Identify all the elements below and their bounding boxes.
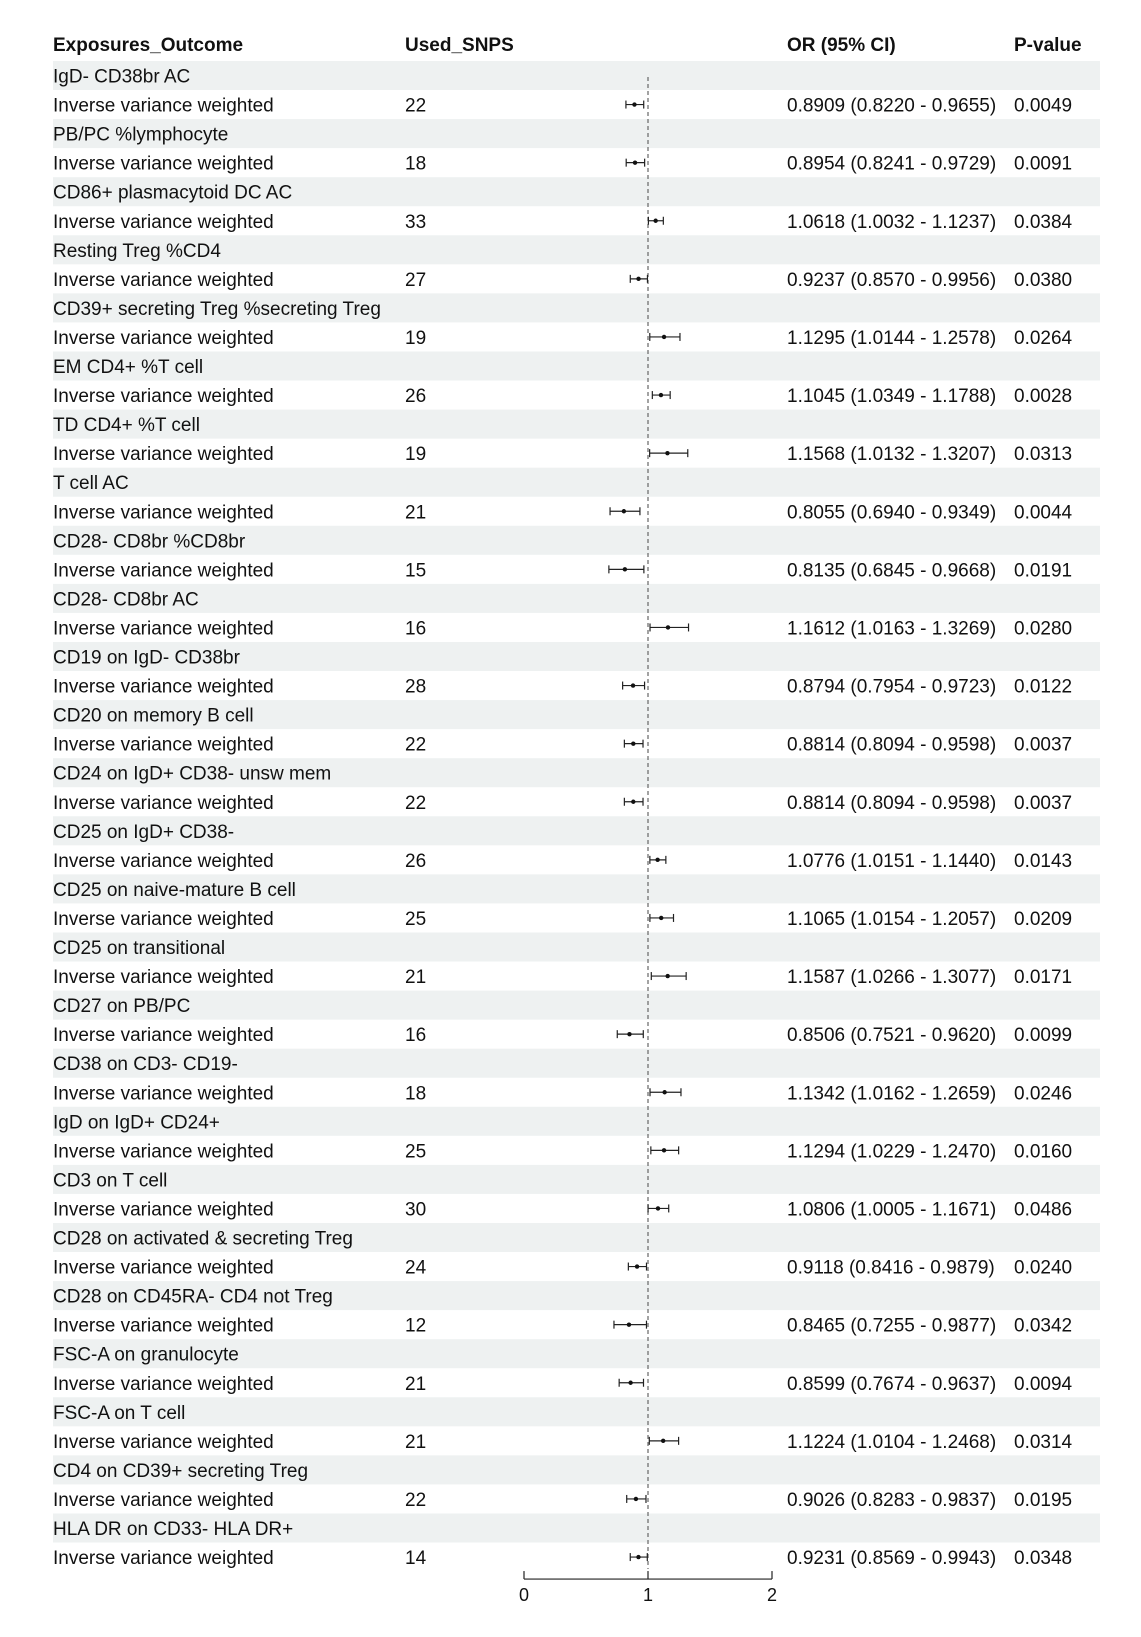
p-value: 0.0195 (1014, 1489, 1073, 1511)
snps-count: 28 (405, 676, 427, 698)
or-ci-text: 1.1612 (1.0163 - 1.3269) (787, 618, 997, 640)
or-point (635, 1264, 639, 1268)
header-or-ci: OR (95% CI) (787, 35, 896, 56)
or-point (662, 335, 666, 339)
p-value: 0.0280 (1014, 618, 1073, 640)
snps-count: 27 (405, 269, 427, 291)
snps-count: 19 (405, 327, 427, 349)
or-ci-text: 1.1587 (1.0266 - 1.3077) (787, 967, 997, 989)
exposure-label: CD39+ secreting Treg %secreting Treg (53, 298, 381, 320)
method-label: Inverse variance weighted (53, 211, 274, 233)
or-point (666, 625, 670, 629)
or-point (656, 1206, 660, 1210)
or-point (659, 393, 663, 397)
or-ci-text: 1.1045 (1.0349 - 1.1788) (787, 386, 997, 408)
method-label: Inverse variance weighted (53, 1315, 274, 1337)
axis-tick-label: 0 (518, 1585, 530, 1606)
p-value: 0.0313 (1014, 444, 1073, 466)
or-ci-text: 0.9026 (0.8283 - 0.9837) (787, 1489, 997, 1511)
p-value: 0.0191 (1014, 560, 1073, 582)
method-label: Inverse variance weighted (53, 1431, 274, 1453)
exposure-label: FSC-A on granulocyte (53, 1344, 239, 1366)
or-point (655, 858, 659, 862)
exposure-label: CD28- CD8br %CD8br (53, 531, 246, 553)
method-label: Inverse variance weighted (53, 1199, 274, 1221)
or-point (636, 1555, 640, 1559)
or-point (632, 102, 636, 106)
exposure-label: IgD- CD38br AC (53, 66, 191, 88)
snps-count: 22 (405, 1489, 427, 1511)
snps-count: 16 (405, 1025, 427, 1047)
or-point (636, 277, 640, 281)
exposure-label: FSC-A on T cell (53, 1402, 186, 1424)
or-ci-text: 1.0776 (1.0151 - 1.1440) (787, 850, 997, 872)
method-label: Inverse variance weighted (53, 676, 274, 698)
snps-count: 19 (405, 444, 427, 466)
row-band (53, 991, 1100, 1020)
exposure-label: CD27 on PB/PC (53, 996, 191, 1018)
row-band (53, 584, 1100, 613)
exposure-label: HLA DR on CD33- HLA DR+ (53, 1519, 294, 1540)
or-ci-text: 0.9237 (0.8570 - 0.9956) (787, 269, 997, 291)
method-label: Inverse variance weighted (53, 734, 274, 756)
snps-count: 18 (405, 153, 427, 175)
exposure-label: IgD on IgD+ CD24+ (53, 1112, 220, 1134)
exposure-label: CD20 on memory B cell (53, 705, 254, 727)
row-band (53, 61, 1100, 90)
p-value: 0.0209 (1014, 908, 1073, 930)
exposure-label: CD25 on transitional (53, 938, 226, 959)
or-point (627, 1322, 631, 1326)
exposure-label: CD38 on CD3- CD19- (53, 1054, 238, 1076)
or-point (631, 800, 635, 804)
method-label: Inverse variance weighted (53, 1489, 274, 1511)
or-point (665, 974, 669, 978)
exposure-label: EM CD4+ %T cell (53, 357, 204, 378)
row-band (53, 351, 1100, 380)
axis-tick-label: 2 (766, 1585, 778, 1606)
method-label: Inverse variance weighted (53, 560, 274, 582)
p-value: 0.0486 (1014, 1199, 1073, 1221)
method-label: Inverse variance weighted (53, 1548, 274, 1570)
or-point (661, 1439, 665, 1443)
method-label: Inverse variance weighted (53, 1025, 274, 1047)
snps-count: 26 (405, 386, 427, 408)
p-value: 0.0044 (1014, 502, 1073, 524)
method-label: Inverse variance weighted (53, 792, 274, 814)
snps-count: 25 (405, 908, 427, 930)
exposure-label: CD28 on activated & secreting Treg (53, 1228, 353, 1250)
exposure-label: CD3 on T cell (53, 1170, 168, 1192)
snps-count: 33 (405, 211, 427, 233)
p-value: 0.0240 (1014, 1257, 1073, 1279)
or-ci-text: 0.8599 (0.7674 - 0.9637) (787, 1373, 997, 1395)
exposure-label: CD28 on CD45RA- CD4 not Treg (53, 1286, 333, 1308)
x-axis (519, 1571, 777, 1605)
exposure-label: CD86+ plasmacytoid DC AC (53, 182, 293, 204)
snps-count: 30 (405, 1199, 427, 1221)
or-ci-text: 1.1342 (1.0162 - 1.2659) (787, 1083, 997, 1105)
or-point (623, 567, 627, 571)
snps-count: 12 (405, 1315, 427, 1337)
or-point (665, 451, 669, 455)
p-value: 0.0384 (1014, 211, 1073, 233)
p-value: 0.0342 (1014, 1315, 1073, 1337)
or-point (627, 1032, 631, 1036)
exposure-label: CD4 on CD39+ secreting Treg (53, 1460, 309, 1482)
method-label: Inverse variance weighted (53, 95, 274, 117)
snps-count: 21 (405, 502, 427, 524)
exposure-label: PB/PC %lymphocyte (53, 124, 229, 146)
p-value: 0.0171 (1014, 967, 1073, 989)
method-label: Inverse variance weighted (53, 386, 274, 408)
p-value: 0.0314 (1014, 1431, 1073, 1453)
snps-count: 16 (405, 618, 427, 640)
method-label: Inverse variance weighted (53, 327, 274, 349)
method-label: Inverse variance weighted (53, 444, 274, 466)
snps-count: 21 (405, 1373, 427, 1395)
or-point (622, 509, 626, 513)
or-ci-text: 0.8506 (0.7521 - 0.9620) (787, 1025, 997, 1047)
or-ci-text: 1.1224 (1.0104 - 1.2468) (787, 1431, 997, 1453)
p-value: 0.0348 (1014, 1548, 1073, 1570)
row-band (53, 410, 1100, 439)
row-band (53, 1397, 1100, 1426)
exposure-label: CD28- CD8br AC (53, 589, 199, 611)
or-ci-text: 0.9231 (0.8569 - 0.9943) (787, 1548, 997, 1570)
snps-count: 21 (405, 967, 427, 989)
method-label: Inverse variance weighted (53, 1083, 274, 1105)
or-point (653, 219, 657, 223)
snps-count: 21 (405, 1431, 427, 1453)
snps-count: 22 (405, 734, 427, 756)
method-label: Inverse variance weighted (53, 1373, 274, 1395)
or-ci-text: 1.1295 (1.0144 - 1.2578) (787, 327, 997, 349)
exposure-label: T cell AC (53, 473, 129, 495)
axis-tick-label: 1 (642, 1585, 654, 1606)
method-label: Inverse variance weighted (53, 1141, 274, 1163)
or-ci-text: 0.9118 (0.8416 - 0.9879) (787, 1257, 995, 1279)
or-ci-text: 1.1065 (1.0154 - 1.2057) (787, 908, 997, 930)
p-value: 0.0380 (1014, 269, 1073, 291)
exposure-label: CD19 on IgD- CD38br (53, 647, 240, 669)
method-label: Inverse variance weighted (53, 502, 274, 524)
method-label: Inverse variance weighted (53, 1257, 274, 1279)
method-label: Inverse variance weighted (53, 618, 274, 640)
p-value: 0.0091 (1014, 153, 1073, 175)
snps-count: 24 (405, 1257, 427, 1279)
or-ci-text: 1.1568 (1.0132 - 1.3207) (787, 444, 997, 466)
header-snps: Used_SNPS (405, 35, 514, 56)
or-ci-text: 1.0618 (1.0032 - 1.1237) (787, 211, 997, 233)
or-point (659, 916, 663, 920)
snps-count: 18 (405, 1083, 427, 1105)
row-band (53, 468, 1100, 497)
exposure-label: TD CD4+ %T cell (53, 415, 200, 437)
exposure-label: CD25 on IgD+ CD38- (53, 821, 235, 843)
or-ci-text: 0.8794 (0.7954 - 0.9723) (787, 676, 997, 698)
or-ci-text: 0.8814 (0.8094 - 0.9598) (787, 734, 997, 756)
snps-count: 14 (405, 1548, 427, 1570)
or-ci-text: 0.8954 (0.8241 - 0.9729) (787, 153, 997, 175)
or-ci-text: 1.0806 (1.0005 - 1.1671) (787, 1199, 997, 1221)
exposure-label: CD24 on IgD+ CD38- unsw mem (53, 763, 332, 785)
method-label: Inverse variance weighted (53, 153, 274, 175)
or-point (634, 1497, 638, 1501)
or-ci-text: 0.8909 (0.8220 - 0.9655) (787, 95, 997, 117)
snps-count: 22 (405, 792, 427, 814)
or-point (631, 683, 635, 687)
or-point (662, 1090, 666, 1094)
p-value: 0.0122 (1014, 676, 1073, 698)
snps-count: 22 (405, 95, 427, 117)
or-ci-text: 0.8135 (0.6845 - 0.9668) (787, 560, 997, 582)
or-ci-text: 0.8814 (0.8094 - 0.9598) (787, 792, 997, 814)
snps-count: 26 (405, 850, 427, 872)
snps-count: 25 (405, 1141, 427, 1163)
p-value: 0.0246 (1014, 1083, 1073, 1105)
p-value: 0.0143 (1014, 850, 1073, 872)
or-point (631, 741, 635, 745)
p-value: 0.0099 (1014, 1025, 1073, 1047)
p-value: 0.0160 (1014, 1141, 1073, 1163)
p-value: 0.0028 (1014, 386, 1073, 408)
p-value: 0.0094 (1014, 1373, 1073, 1395)
row-band (53, 1165, 1100, 1194)
p-value: 0.0264 (1014, 327, 1073, 349)
method-label: Inverse variance weighted (53, 850, 274, 872)
or-ci-text: 0.8465 (0.7255 - 0.9877) (787, 1315, 997, 1337)
or-ci-text: 1.1294 (1.0229 - 1.2470) (787, 1141, 997, 1163)
p-value: 0.0049 (1014, 95, 1073, 117)
snps-count: 15 (405, 560, 427, 582)
or-point (628, 1381, 632, 1385)
header-p-value: P-value (1014, 35, 1082, 56)
p-value: 0.0037 (1014, 792, 1073, 814)
method-label: Inverse variance weighted (53, 908, 274, 930)
or-ci-text: 0.8055 (0.6940 - 0.9349) (787, 502, 997, 524)
exposure-label: Resting Treg %CD4 (53, 240, 221, 262)
exposure-label: CD25 on naive-mature B cell (53, 879, 296, 901)
or-point (662, 1148, 666, 1152)
header-exposures: Exposures_Outcome (53, 35, 244, 56)
or-point (633, 160, 637, 164)
column-headers (53, 35, 1082, 56)
method-label: Inverse variance weighted (53, 269, 274, 291)
p-value: 0.0037 (1014, 734, 1073, 756)
method-label: Inverse variance weighted (53, 967, 274, 989)
